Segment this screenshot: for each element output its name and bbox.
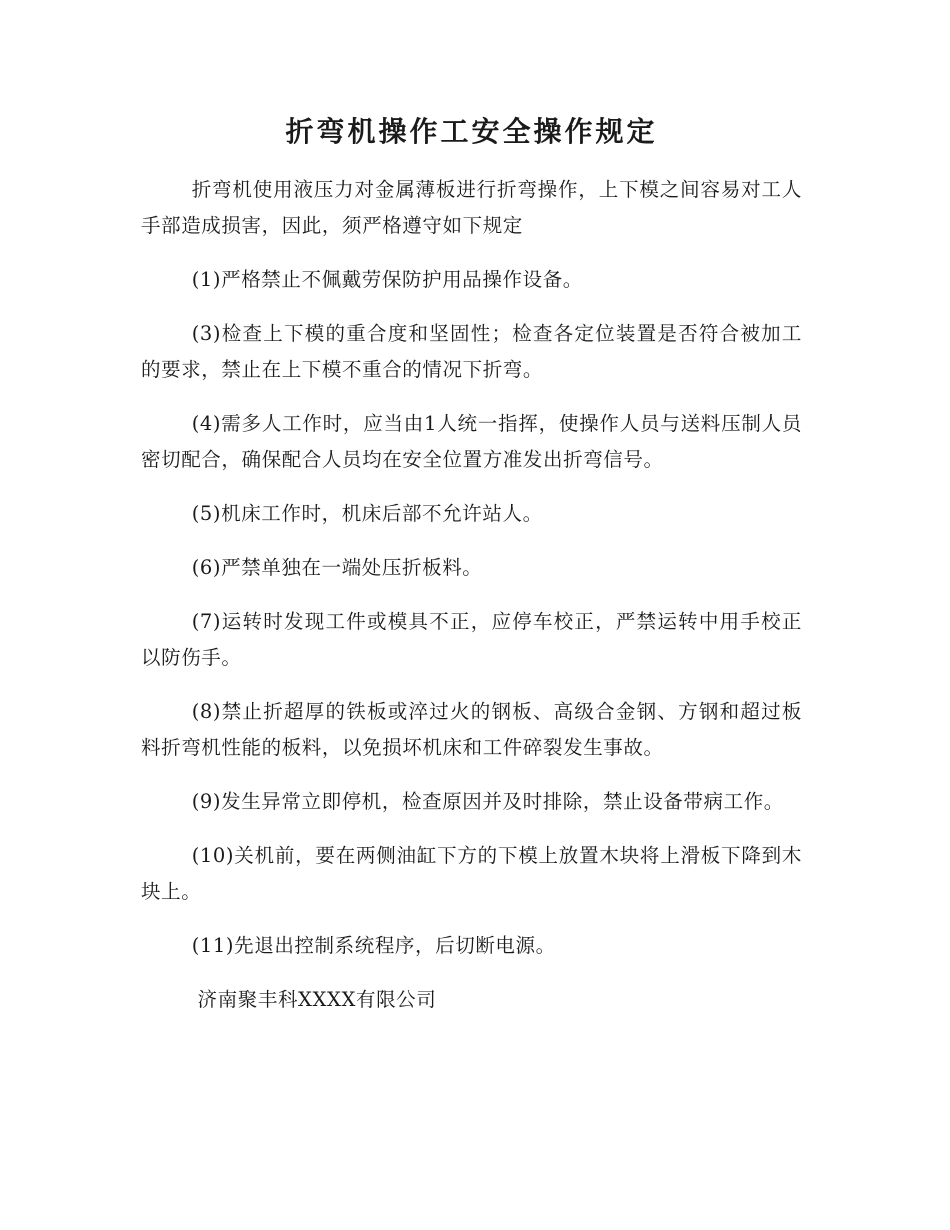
rule-item: (1)严格禁止不佩戴劳保防护用品操作设备。	[191, 268, 583, 291]
rule-item: (4)需多人工作时，应当由1人统一指挥，使操作人员与送料压制人员密切配合，确保配合人员均在安全位置方准发出折弯信号。	[141, 412, 802, 471]
rule-item: (6)严禁单独在一端处压折板料。	[191, 556, 483, 579]
rule-item: (7)运转时发现工件或模具不正，应停车校正，严禁运转中用手校正以防伤手。	[141, 610, 802, 669]
document-title: 折弯机操作工安全操作规定	[285, 115, 658, 148]
rule-item: (8)禁止折超厚的铁板或淬过火的钢板、高级合金钢、方钢和超过板料折弯机性能的板料，以免损坏机床和工件碎裂发生事故。	[141, 700, 802, 759]
rule-item: (5)机床工作时，机床后部不允许站人。	[191, 502, 543, 525]
rule-item: (10)关机前，要在两侧油缸下方的下模上放置木块将上滑板下降到木块上。	[141, 844, 802, 903]
rule-item: (9)发生异常立即停机，检查原因并及时排除，禁止设备带病工作。	[191, 790, 784, 813]
rule-item: (11)先退出控制系统程序，后切断电源。	[191, 934, 556, 957]
company-name: 济南聚丰科XXXX有限公司	[197, 988, 437, 1011]
intro-paragraph: 折弯机使用液压力对金属薄板进行折弯操作，上下模之间容易对工人手部造成损害，因此，须严格遵守如下规定	[141, 178, 802, 237]
rule-item: (3)检查上下模的重合度和坚固性；检查各定位装置是否符合被加工的要求，禁止在上下模不重合的情况下折弯。	[141, 322, 802, 381]
